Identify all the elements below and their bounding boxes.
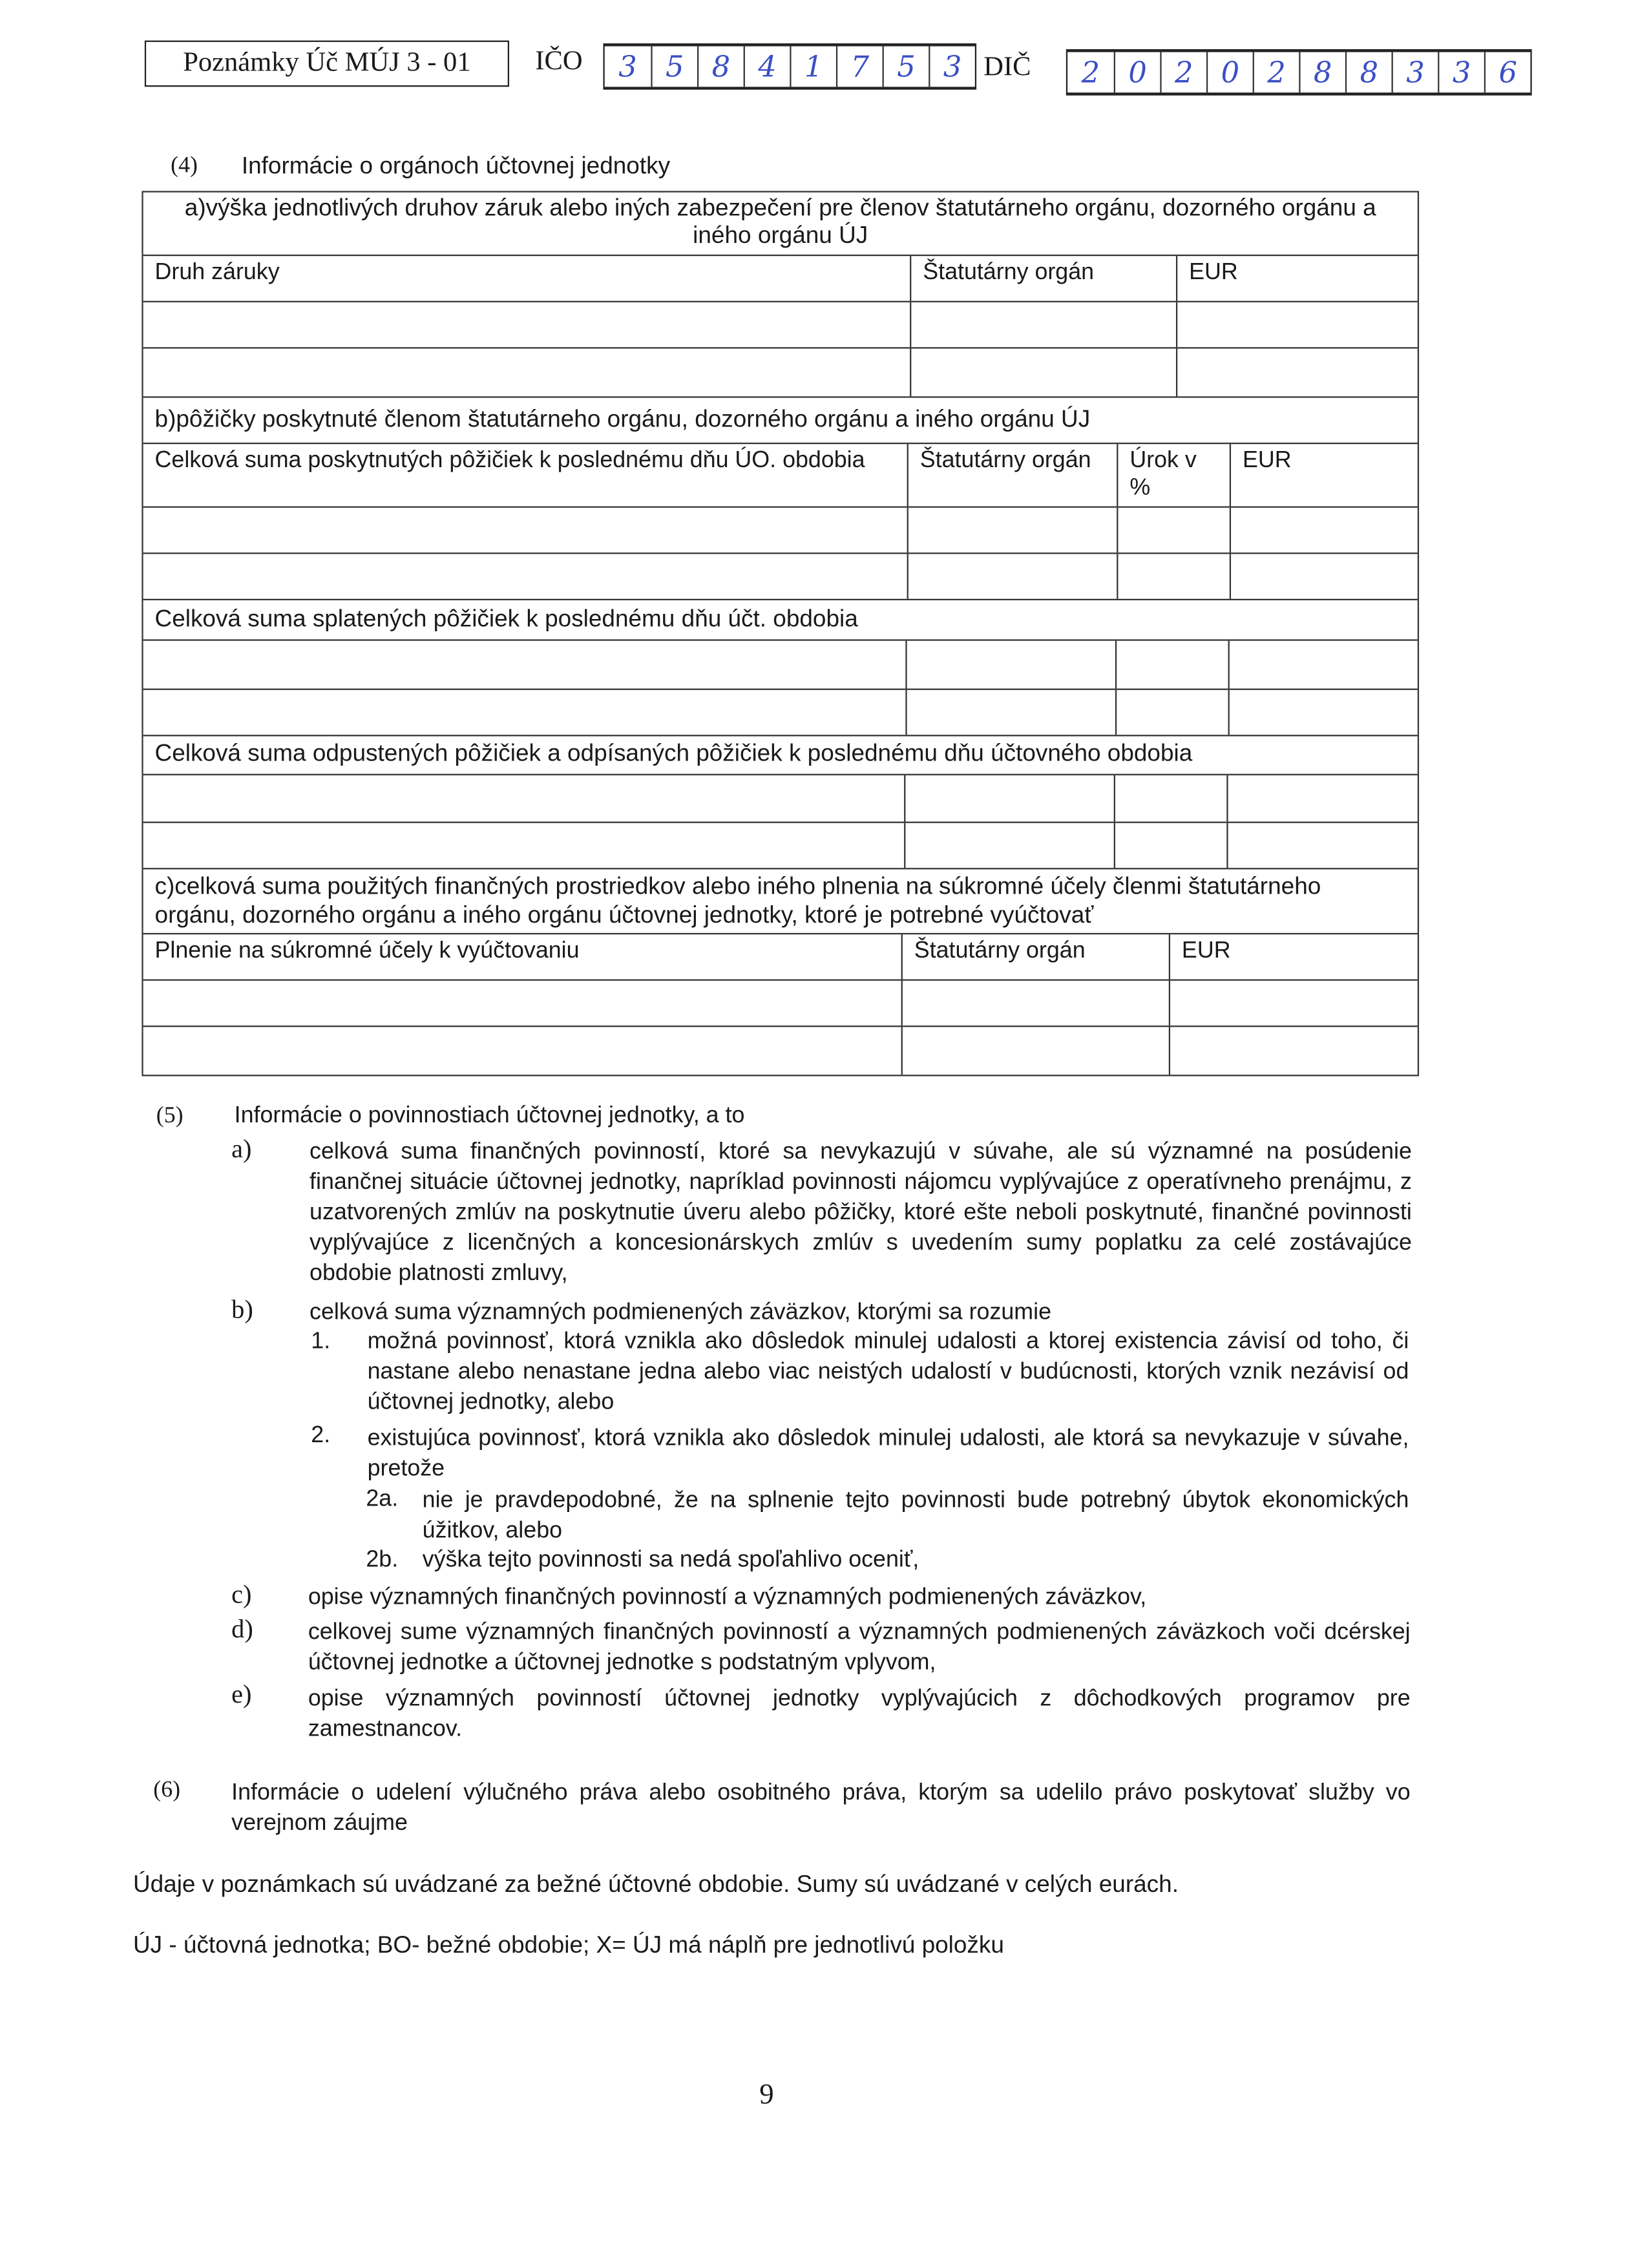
empty-cell [143,1027,901,1075]
empty-cell [1169,981,1418,1025]
empty-cell [910,349,1176,397]
ico-label: IČO [535,46,583,77]
repaid-loans-title: Celková suma splatených pôžičiek k poslednému dňu účt. obdobia [154,605,858,633]
section-a-title: a)výška jednotlivých druhov záruk alebo iných zabezpečení pre členov štatutárneho orgánu, dozorného orgánu a iného orgánu ÚJ [184,195,1376,249]
col-private-use: Plnenie na súkromné účely k vyúčtovaniu [154,938,580,963]
empty-cell [1228,641,1418,689]
section5-number: (5) [156,1104,184,1129]
item-b2a-label: 2a. [366,1487,399,1512]
handwritten-digit: 4 [744,47,790,87]
item-b-label: b) [231,1294,253,1324]
col-statutory-body: Štatutárny orgán [901,934,1169,979]
item-b2b-text: výška tejto povinnosti sa nedá spoľahlivo oceniť, [422,1548,919,1573]
empty-cell [1228,690,1418,735]
item-a-label: a) [231,1134,252,1163]
section-c-title: c)celková suma použitých finančných prostriedkov alebo iného plnenia na súkromné účely členmi štatutárneho orgánu, dozorného orgánu a iného orgánu účtovnej jednotky, ktoré je potrebné vyúčtovať [154,874,1321,929]
empty-cell [143,690,906,735]
item-d-label: d) [231,1614,253,1644]
dic-field [1066,49,1532,96]
item-c-label: c) [231,1579,252,1609]
empty-cell [143,823,905,868]
handwritten-digit: 2 [1160,52,1206,93]
forgiven-loans-title: Celková suma odpustených pôžičiek a odpísaných pôžičiek k poslednému dňu účtovného obdobia [154,740,1193,767]
col-interest: Úrok v % [1117,444,1230,506]
handwritten-digit: 6 [1484,52,1531,93]
handwritten-digit: 2 [1081,55,1100,90]
empty-cell [1115,641,1228,689]
empty-cell [907,508,1117,552]
form-title: Poznámky Úč MÚJ 3 - 01 [183,47,471,78]
empty-cell [1114,775,1227,822]
note-amounts: Údaje v poznámkach sú uvádzané za bežné účtovné obdobie. Sumy sú uvádzané v celých eurách. [132,1871,1179,1898]
section4-title: Informácie o orgánoch účtovnej jednotky [241,153,671,180]
empty-cell [904,775,1114,822]
handwritten-digit: 3 [929,47,975,87]
empty-cell [143,775,905,822]
section-b-title: b)pôžičky poskytnuté členom štatutárneho orgánu, dozorného orgánu a iného orgánu ÚJ [154,406,1091,433]
col-guarantee-type: Druh záruky [154,260,280,286]
item-b1-text: možná povinnosť, ktorá vznikla ako dôsledok minulej udalosti a ktorej existencia závisí od toho, či nastane alebo nenastane jedna alebo viac neistých udalostí v budúcnosti, ktorých vznik nezávisí od účtovnej jednotky, alebo [367,1329,1409,1415]
empty-cell [907,554,1117,598]
item-b2a-text: nie je pravdepodobné, že na splnenie tejto povinnosti bude potrebný úbytok ekonomických úžitkov, alebo [422,1488,1409,1544]
page-number: 9 [759,2078,774,2111]
handwritten-digit: 8 [1345,52,1392,93]
handwritten-digit: 2 [1253,52,1299,93]
col-statutory-body: Štatutárny orgán [907,444,1117,506]
empty-cell [904,823,1114,868]
form-title-box [145,41,509,87]
col-eur: EUR [1176,256,1418,300]
handwritten-digit: 1 [790,47,836,87]
item-e-text: opise významných povinností účtovnej jednotky vyplývajúcich z dôchodkových programov pre zamestnancov. [308,1686,1411,1742]
empty-cell [1230,508,1418,552]
item-d-text: celkovej sume významných finančných povinností a významných podmienených záväzkoch voči dcérskej účtovnej jednotke a účtovnej jednotke s podstatným vplyvom, [308,1620,1411,1675]
section4-number: (4) [171,153,198,178]
empty-cell [143,641,906,689]
section5-title: Informácie o povinnostiach účtovnej jednotky, a to [234,1104,745,1129]
item-b2-label: 2. [311,1423,331,1448]
item-b2b-label: 2b. [366,1548,399,1573]
ico-field [603,43,976,90]
handwritten-digit: 3 [618,49,637,84]
handwritten-digit: 3 [1392,52,1438,93]
col-eur: EUR [1169,934,1418,979]
section6-text: Informácie o udelení výlučného práva alebo osobitného práva, ktorým sa udelilo právo poskytovať služby vo verejnom záujme [231,1780,1411,1836]
empty-cell [1169,1027,1418,1075]
empty-cell [901,1027,1169,1075]
empty-cell [143,554,907,598]
col-statutory-body: Štatutárny orgán [910,256,1176,300]
empty-cell [143,302,910,347]
empty-cell [143,508,907,552]
dic-label: DIČ [983,52,1031,83]
handwritten-digit: 8 [1299,52,1345,93]
empty-cell [905,641,1115,689]
empty-cell [1176,302,1418,347]
item-b-text: celková suma významných podmienených záväzkov, ktorými sa rozumie [310,1300,1052,1325]
empty-cell [910,302,1176,347]
handwritten-digit: 5 [883,47,929,87]
empty-cell [1226,775,1417,822]
section6-number: (6) [153,1778,181,1803]
empty-cell [1176,349,1418,397]
empty-cell [901,981,1169,1025]
handwritten-digit: 0 [1114,52,1161,93]
handwritten-digit: 3 [1438,52,1484,93]
empty-cell [1114,823,1227,868]
item-e-label: e) [231,1679,252,1708]
handwritten-digit: 0 [1206,52,1253,93]
empty-cell [1226,823,1417,868]
handwritten-digit: 7 [836,47,883,87]
organs-table [142,191,1419,1076]
item-a-text: celková suma finančných povinností, ktoré sa nevykazujú v súvahe, ale sú významné na posúdenie finančnej situácie účtovnej jednotky, napríklad povinnosti nájomcu vyplývajúce z operatívneho prenájmu, z uzatvorených zmlúv na poskytnutie úveru alebo pôžičky, ktoré ešte neboli poskytnuté, finančné povinnosti vyplývajúce z licenčných a koncesionárskych zmlúv s uvedením sumy poplatku za celé zostávajúce obdobie platnosti zmluvy, [310,1140,1412,1286]
note-abbreviations: ÚJ - účtovná jednotka; BO- bežné obdobie; X= ÚJ má náplň pre jednotlivú položku [132,1932,1004,1959]
empty-cell [143,981,901,1025]
col-loans-total: Celková suma poskytnutých pôžičiek k poslednému dňu ÚO. obdobia [154,448,865,474]
item-b2-text: existujúca povinnosť, ktorá vznikla ako dôsledok minulej udalosti, ale ktorá sa nevykazuje v súvahe, pretože [367,1426,1409,1482]
col-eur: EUR [1230,444,1418,506]
empty-cell [1117,554,1230,598]
empty-cell [1117,508,1230,552]
empty-cell [1230,554,1418,598]
handwritten-digit: 8 [697,47,744,87]
empty-cell [143,349,910,397]
item-b1-label: 1. [311,1329,331,1354]
empty-cell [905,690,1115,735]
handwritten-digit: 5 [651,47,697,87]
item-c-text: opise významných finančných povinností a významných podmienených záväzkov, [308,1585,1147,1610]
empty-cell [1115,690,1228,735]
